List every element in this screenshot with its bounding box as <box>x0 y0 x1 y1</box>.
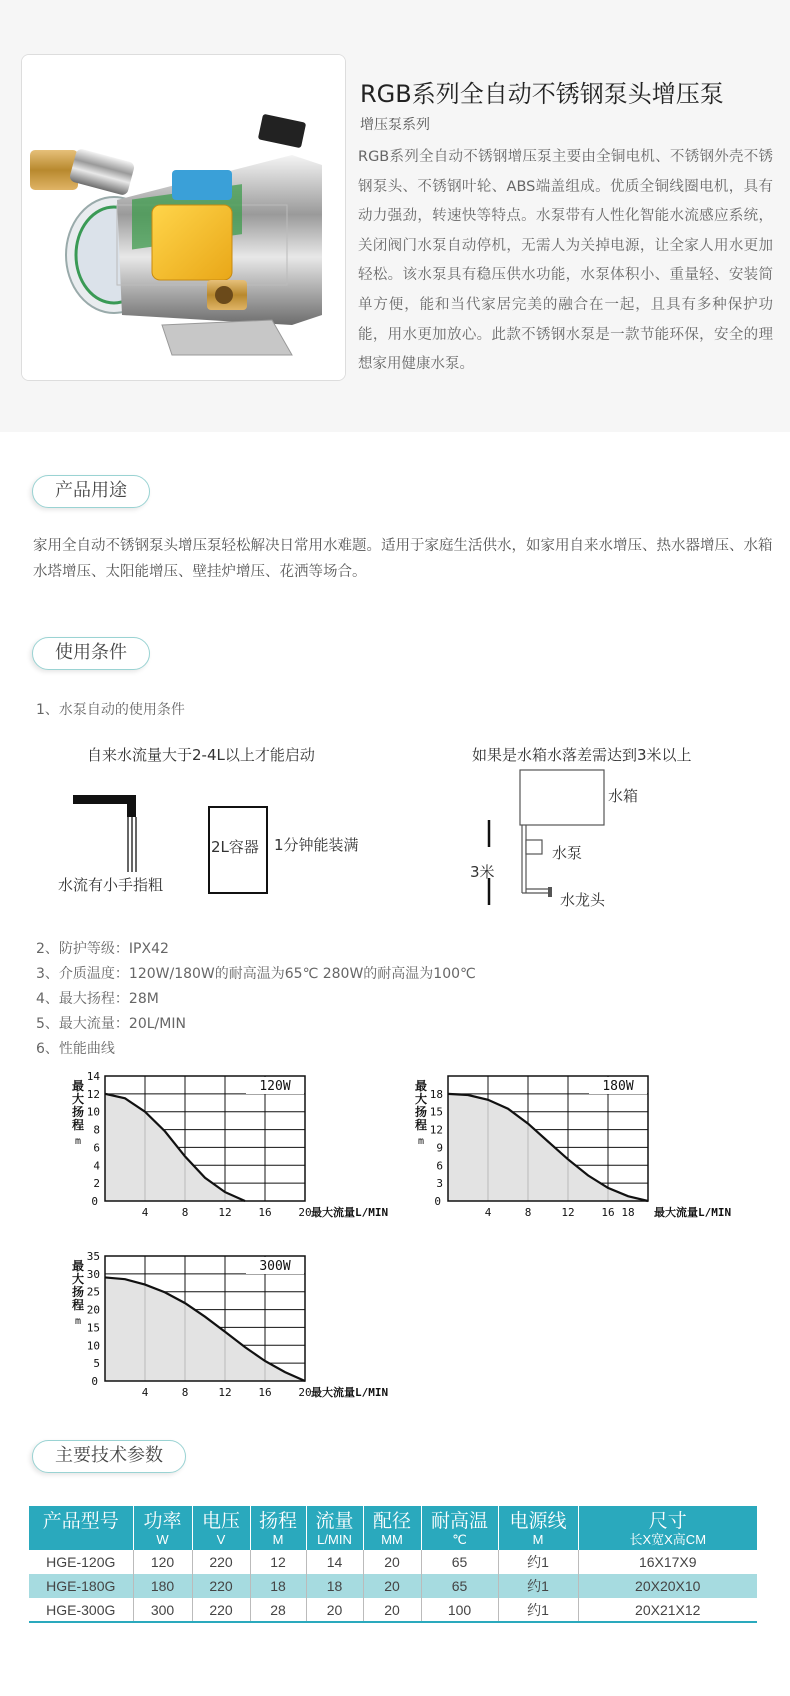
conditions-heading: 使用条件 <box>32 637 150 670</box>
y-tick-label: 6 <box>93 1141 100 1155</box>
table-cell: 14 <box>306 1550 363 1574</box>
table-cell: 18 <box>250 1574 306 1598</box>
right-diagram-title: 如果是水箱水落差需达到3米以上 <box>472 746 692 764</box>
spec-column-unit: M <box>532 1532 544 1547</box>
performance-chart-300w <box>70 1248 440 1418</box>
product-description: RGB系列全自动不锈钢增压泵主要由全铜电机、不锈钢外壳不锈钢泵头、不锈钢叶轮、ABS端盖组成。优质全铜线圈电机，具有动力强劲，转速快等特点。水泵带有人性化智能水流感应系统，关闭阀门水泵自动停机，无需人为关掉电源，让全家人用水更加轻松。该水泵具有稳压供水功能，水泵体积小、重量轻、安装简单方便，能和当代家居完美的融合在一起，且具有多种保护功能，用水更加放心。此款不锈钢水泵是一款节能环保，安全的理想家用健康水泵。 <box>358 149 773 373</box>
y-tick-label: 15 <box>86 1321 100 1335</box>
table-cell: 20X20X10 <box>578 1574 757 1598</box>
y-axis-label-char: 扬 <box>414 1105 428 1119</box>
y-tick-label: 0 <box>434 1195 441 1208</box>
x-tick-label: 12 <box>561 1206 575 1219</box>
x-axis-label: 最大流量L/MIN <box>311 1386 389 1399</box>
spec-column-name: 流量 <box>315 1511 354 1532</box>
table-cell: 120 <box>133 1550 192 1574</box>
x-tick-label: 20 <box>298 1206 312 1219</box>
y-tick-label: 12 <box>86 1087 100 1101</box>
table-row <box>29 1598 757 1622</box>
condition-item-5: 5、最大流量：20L/MIN <box>36 1016 186 1032</box>
specs-heading: 主要技术参数 <box>32 1440 186 1473</box>
performance-chart-120w <box>70 1068 430 1233</box>
table-cell: 20 <box>363 1550 421 1574</box>
product-series: 增压泵系列 <box>360 117 430 133</box>
spec-column-unit: 长X宽X高CM <box>629 1532 707 1547</box>
spec-column-unit: V <box>216 1532 226 1547</box>
tap-label: 水龙头 <box>560 891 606 909</box>
x-tick-label: 4 <box>484 1206 492 1219</box>
table-cell: 65 <box>421 1550 498 1574</box>
table-cell: 180 <box>133 1574 192 1598</box>
y-tick-label: 5 <box>93 1357 100 1371</box>
spec-column-header <box>363 1506 421 1550</box>
y-tick-label: 0 <box>91 1195 98 1208</box>
y-axis-label-unit: m <box>74 1136 82 1147</box>
x-tick-label: 20 <box>298 1386 312 1399</box>
spec-column-header <box>306 1506 363 1550</box>
y-axis-label-char: 大 <box>71 1092 85 1106</box>
table-cell: 约1 <box>498 1550 578 1574</box>
spec-column-unit: L/MIN <box>317 1532 352 1547</box>
table-cell: 220 <box>192 1598 250 1622</box>
y-tick-label: 8 <box>93 1123 100 1137</box>
y-axis-label-char: 程 <box>71 1118 85 1132</box>
container-box <box>208 806 268 894</box>
x-tick-label: 8 <box>181 1386 189 1399</box>
table-cell: 约1 <box>498 1574 578 1598</box>
usage-text: 家用全自动不锈钢泵头增压泵轻松解决日常用水难题。适用于家庭生活供水，如家用自来水增压、热水器增压、水箱水塔增压、太阳能增压、壁挂炉增压、花洒等场合。 <box>33 538 773 580</box>
table-cell: 18 <box>306 1574 363 1598</box>
y-axis-label-char: 程 <box>71 1298 85 1312</box>
condition-item-6: 6、性能曲线 <box>36 1041 115 1057</box>
chart-title: 120W <box>259 1079 291 1094</box>
spec-column-name: 功率 <box>143 1511 182 1532</box>
product-title: RGB系列全自动不锈钢泵头增压泵 <box>360 80 724 108</box>
y-axis-label-unit: m <box>417 1136 425 1147</box>
table-cell: 20 <box>363 1574 421 1598</box>
x-tick-label: 4 <box>141 1386 149 1399</box>
x-tick-label: 16 <box>258 1386 272 1399</box>
y-tick-label: 9 <box>436 1141 443 1155</box>
table-cell: 65 <box>421 1574 498 1598</box>
spec-column-name: 配径 <box>372 1511 411 1532</box>
x-tick-label: 16 <box>601 1206 615 1219</box>
table-row <box>29 1574 757 1598</box>
x-tick-label: 4 <box>141 1206 149 1219</box>
table-cell: 12 <box>250 1550 306 1574</box>
performance-chart-180w <box>413 1068 790 1233</box>
condition-item-3: 3、介质温度：120W/180W的耐高温为65℃ 280W的耐高温为100℃ <box>36 966 476 982</box>
y-axis-label-unit: m <box>74 1316 82 1327</box>
tank-diagram <box>470 765 610 905</box>
spec-column-name: 耐高温 <box>430 1511 488 1532</box>
y-axis-label-char: 最 <box>71 1259 85 1273</box>
table-cell: 220 <box>192 1574 250 1598</box>
y-axis-label-char: 扬 <box>71 1105 85 1119</box>
y-tick-label: 14 <box>86 1070 100 1083</box>
y-tick-label: 15 <box>429 1105 443 1119</box>
y-tick-label: 4 <box>93 1159 100 1173</box>
y-tick-label: 25 <box>86 1285 100 1299</box>
x-axis-label: 最大流量L/MIN <box>654 1206 732 1219</box>
spec-column-name: 电压 <box>201 1511 240 1532</box>
y-tick-label: 12 <box>429 1123 443 1137</box>
spec-column-header <box>498 1506 578 1550</box>
y-axis-label-char: 最 <box>71 1079 85 1093</box>
x-tick-label: 12 <box>218 1206 232 1219</box>
specs-header-row <box>29 1506 757 1550</box>
y-axis-label-char: 扬 <box>71 1285 85 1299</box>
table-cell: 16X17X9 <box>638 1554 697 1570</box>
spec-column-header <box>421 1506 498 1550</box>
table-cell: 28 <box>250 1598 306 1622</box>
table-cell: 220 <box>192 1550 250 1574</box>
table-cell: HGE-180G <box>29 1574 133 1598</box>
table-row <box>29 1550 757 1574</box>
y-axis-label-char: 最 <box>414 1079 428 1093</box>
x-tick-label: 8 <box>181 1206 189 1219</box>
pump-illustration <box>22 55 346 381</box>
usage-heading: 产品用途 <box>32 475 150 508</box>
left-diagram-title: 自来水流量大于2-4L以上才能启动 <box>87 746 315 764</box>
specs-table <box>29 1506 757 1623</box>
container-label: 2L容器 <box>211 838 259 856</box>
y-tick-label: 3 <box>436 1177 443 1191</box>
y-axis-label-char: 大 <box>414 1092 428 1106</box>
tank-label: 水箱 <box>608 787 639 805</box>
x-tick-label: 12 <box>218 1386 232 1399</box>
spec-column-header <box>133 1506 192 1550</box>
product-image <box>21 54 346 381</box>
table-cell: HGE-120G <box>29 1550 133 1574</box>
y-tick-label: 35 <box>86 1250 100 1263</box>
y-tick-label: 10 <box>86 1339 100 1353</box>
table-cell: 20X21X12 <box>578 1598 757 1622</box>
y-axis-label-char: 程 <box>414 1118 428 1132</box>
spec-column-name: 产品型号 <box>42 1511 119 1532</box>
table-cell: 20 <box>363 1598 421 1622</box>
x-tick-label: 18 <box>621 1206 635 1219</box>
spec-column-header <box>192 1506 250 1550</box>
spec-column-name: 电源线 <box>509 1511 567 1532</box>
chart-title: 300W <box>259 1259 291 1274</box>
y-tick-label: 6 <box>436 1159 443 1173</box>
spec-column-header <box>250 1506 306 1550</box>
spec-column-name: 扬程 <box>258 1511 297 1532</box>
spec-column-unit <box>29 1533 133 1547</box>
condition-item-2: 2、防护等级：IPX42 <box>36 941 169 957</box>
y-tick-label: 0 <box>91 1375 98 1388</box>
condition-item-4: 4、最大扬程：28M <box>36 991 159 1007</box>
condition-item-1: 1、水泵自动的使用条件 <box>36 702 185 718</box>
x-tick-label: 8 <box>524 1206 532 1219</box>
y-tick-label: 10 <box>86 1105 100 1119</box>
y-tick-label: 20 <box>86 1303 100 1317</box>
chart-title: 180W <box>602 1079 634 1094</box>
x-tick-label: 16 <box>258 1206 272 1219</box>
y-axis-label-char: 大 <box>71 1272 85 1286</box>
spec-column-unit: M <box>272 1532 284 1547</box>
y-tick-label: 18 <box>429 1087 443 1101</box>
spec-column-header <box>578 1506 757 1550</box>
spec-column-unit: W <box>156 1532 169 1547</box>
y-tick-label: 30 <box>86 1267 100 1281</box>
spec-column-unit: MM <box>381 1532 403 1547</box>
x-axis-label: 最大流量L/MIN <box>311 1206 389 1219</box>
table-cell: HGE-300G <box>29 1598 133 1622</box>
spec-column-name: 尺寸 <box>648 1511 687 1532</box>
specs-body <box>29 1550 757 1622</box>
table-cell: 约1 <box>498 1598 578 1622</box>
tap-icon <box>70 786 150 876</box>
fill-label: 1分钟能装满 <box>274 836 359 854</box>
height-label: 3米 <box>470 863 495 881</box>
table-cell: 20 <box>306 1598 363 1622</box>
spec-column-unit: ℃ <box>452 1532 467 1547</box>
finger-label: 水流有小手指粗 <box>58 876 164 894</box>
table-cell: 100 <box>421 1598 498 1622</box>
y-tick-label: 2 <box>93 1177 100 1191</box>
table-cell: 300 <box>133 1598 192 1622</box>
spec-column-header <box>29 1506 133 1550</box>
pump-label: 水泵 <box>552 844 583 862</box>
